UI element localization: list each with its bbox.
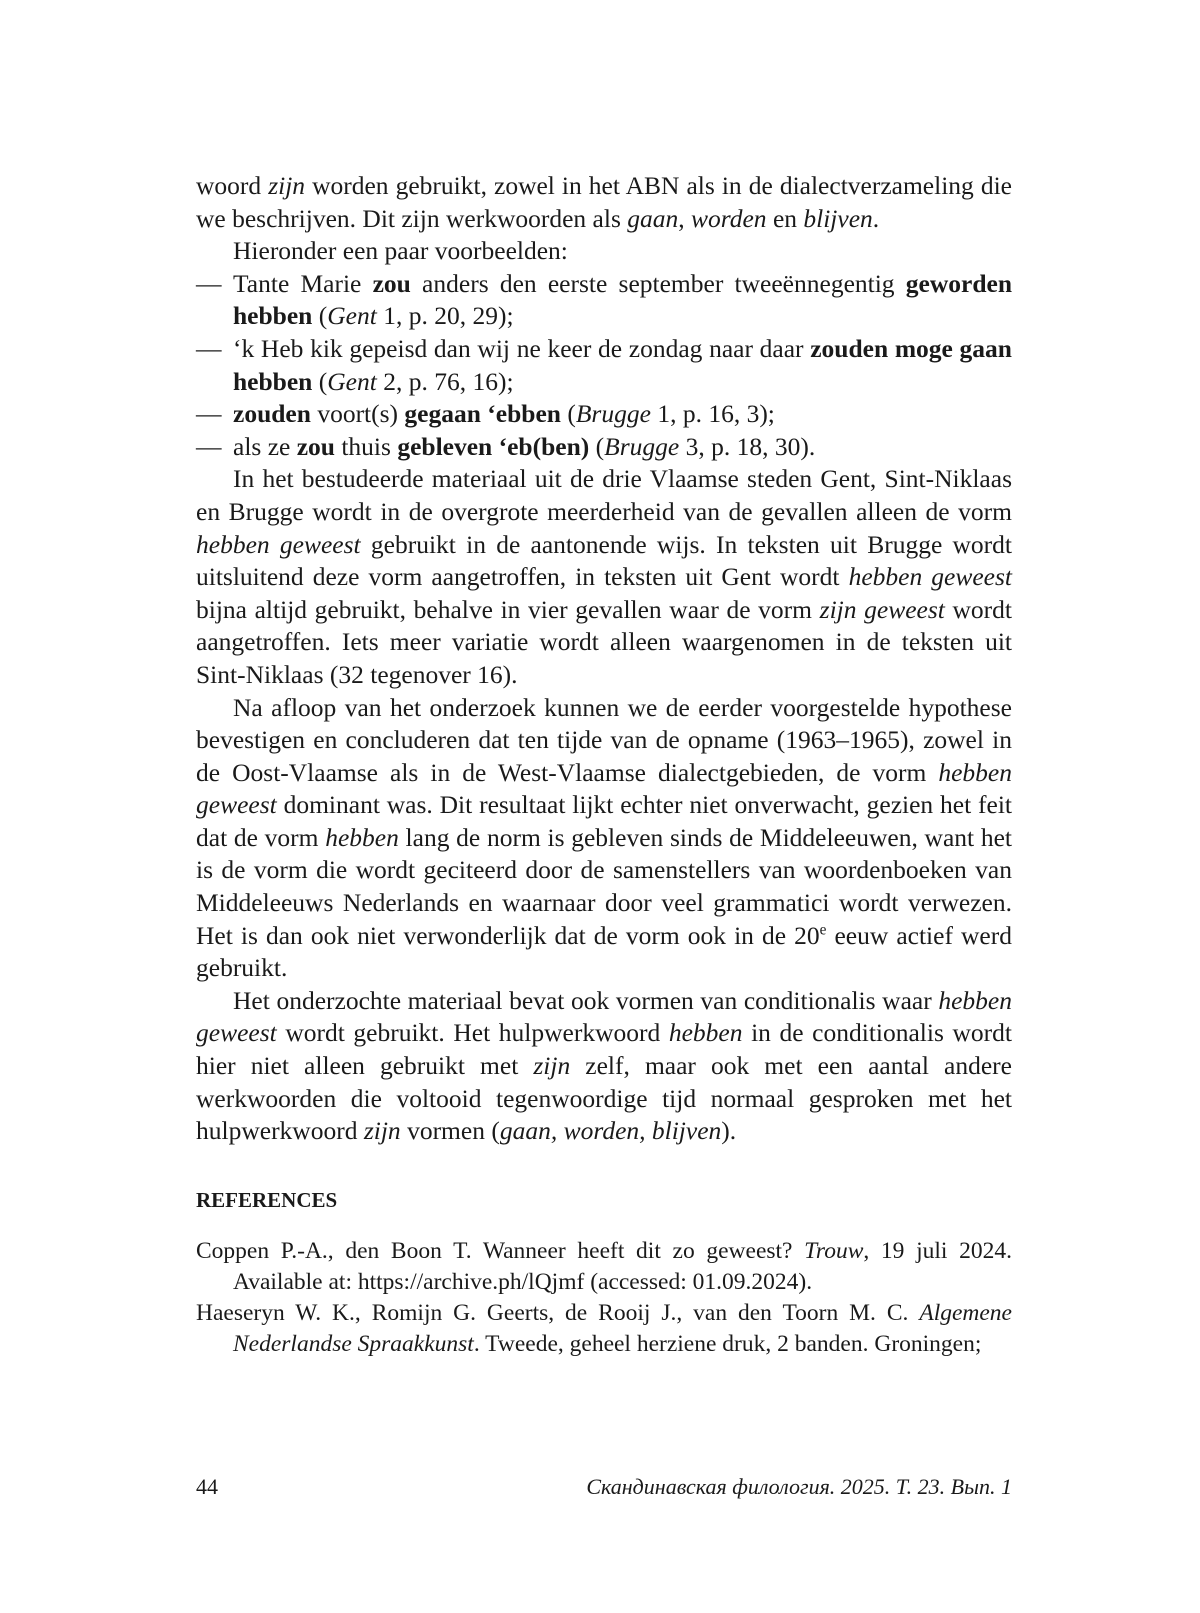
text-run: Haeseryn W. K., Romijn G. Geerts, de Rooij J., van den Toorn M. C.: [196, 1299, 920, 1326]
body-text: [196, 170, 1012, 1148]
example-item: [196, 431, 1012, 464]
bold-text: gegaan ‘ebben: [404, 399, 561, 429]
text-run: ,: [678, 203, 691, 233]
page-footer: [196, 1474, 1012, 1500]
bold-text: zouden: [233, 399, 311, 429]
text-run: bijna altijd gebruikt, behalve in vier gevallen waar de vorm: [196, 594, 820, 624]
paragraph: [196, 235, 1012, 268]
text-run: wordt gebruikt. Het hulpwerkwoord: [276, 1018, 669, 1048]
text-run: Tante Marie: [233, 268, 373, 298]
text-run: In het bestudeerde materiaal uit de drie Vlaamse steden Gent, Sint-Niklaas en Brugge wordt in de overgrote meerderheid van de gevallen alleen de vorm: [196, 464, 1012, 526]
text-run: .: [872, 203, 880, 233]
italic-text: zijn: [533, 1051, 571, 1081]
journal-title: Скандинавская филология. 2025. Т. 23. Вып. 1: [586, 1474, 1012, 1499]
text-run: 2, p. 76, 16);: [376, 366, 514, 396]
text-run: . Tweede, geheel herziene druk, 2 banden. Groningen;: [473, 1330, 982, 1357]
text-run: lang de norm is gebleven sinds de Middeleeuwen, want het is de vorm die wordt geciteerd door de samenstellers van woordenboeken van Middeleeuws Nederlands en waarnaar door veel grammatici wordt verwezen. Het is dan ook niet verwonderlijk dat de vorm ook in de 20: [196, 822, 1012, 950]
text-run: woord: [196, 171, 269, 200]
text-run: (: [312, 301, 328, 331]
paragraph-continued: [196, 170, 1012, 235]
text-run: Na afloop van het onderzoek kunnen we de eerder voorgestelde hypothese bevestigen en concluderen dat ten tijde van de opname (1963–1965), zowel in de Oost-Vlaamse als in de West-Vlaamse dialectgebieden, de vorm: [196, 692, 1012, 787]
text-run: zelf, maar ook met een aantal andere werkwoorden die voltooid tegenwoordige tijd normaal gesproken met het hulpwerkwoord: [196, 1051, 1012, 1146]
text-run: vormen (: [400, 1116, 500, 1146]
italic-text: gaan: [627, 203, 679, 233]
references-list: [196, 1236, 1012, 1360]
em-dash-bullet: —: [196, 399, 222, 429]
italic-text: hebben: [668, 1018, 743, 1048]
italic-text: hebben: [325, 822, 399, 852]
italic-text: zijn: [363, 1116, 401, 1146]
text-run: wordt aangetroffen. Iets meer variatie wordt alleen waargenomen in de teksten uit Sint-Niklaas (32 tegenover 16).: [196, 594, 1012, 689]
paragraph: [196, 692, 1012, 985]
text-run: 1, p. 20, 29);: [376, 301, 514, 331]
italic-text: Algemene Nederlandse Spraakkunst: [233, 1299, 1012, 1357]
italic-text: Brugge: [575, 399, 651, 429]
example-item: [196, 398, 1012, 431]
reference-entry: [196, 1298, 1012, 1360]
text-run: Hieronder een paar voorbeelden:: [233, 236, 568, 266]
text-run: ).: [721, 1116, 737, 1146]
em-dash-bullet: —: [196, 333, 222, 363]
text-run: als ze: [233, 431, 297, 461]
italic-text: Gent: [327, 366, 377, 396]
text-run: en: [766, 203, 804, 233]
em-dash-bullet: —: [196, 431, 222, 461]
bold-text: zouden moge gaan hebben: [233, 333, 1012, 396]
italic-text: hebben geweest: [196, 757, 1012, 820]
superscript: e: [819, 921, 827, 939]
text-run: Het onderzochte materiaal bevat ook vormen van conditionalis waar: [233, 985, 939, 1015]
bold-text: geworden hebben: [233, 268, 1013, 331]
text-run: thuis: [334, 431, 398, 461]
italic-text: worden: [691, 203, 767, 233]
bold-text: zou: [296, 431, 335, 461]
paragraph: [196, 985, 1012, 1148]
page-number: 44: [196, 1474, 218, 1499]
text-run: 1, p. 16, 3);: [650, 399, 775, 429]
text-run: in de conditionalis wordt hier niet alleen gebruikt met: [196, 1018, 1012, 1081]
reference-entry: [196, 1236, 1012, 1298]
italic-text: Brugge: [604, 431, 680, 461]
references-heading: REFERENCES: [196, 1187, 338, 1212]
italic-text: Trouw: [804, 1237, 864, 1264]
text-run: anders den eerste september tweeënnegentig: [410, 268, 906, 298]
italic-text: hebben geweest: [848, 562, 1012, 592]
italic-text: hebben geweest: [196, 985, 1012, 1048]
text-run: worden gebruikt, zowel in het ABN als in de dialectverzameling die we beschrijven. Dit zijn werkwoorden als: [196, 171, 1012, 233]
text-run: Coppen P.-A., den Boon T. Wanneer heeft dit zo geweest?: [196, 1237, 805, 1264]
example-item: [196, 333, 1012, 398]
bold-text: zou: [372, 268, 411, 298]
italic-text: Gent: [327, 301, 377, 331]
italic-text: zijn geweest: [819, 594, 945, 624]
example-item: [196, 268, 1012, 333]
text-run: gebruikt in de aantonende wijs. In teksten uit Brugge wordt uitsluitend deze vorm aangetroffen, in teksten uit Gent wordt: [196, 529, 1013, 592]
text-run: dominant was. Dit resultaat lijkt echter niet onverwacht, gezien het feit dat de vorm: [196, 790, 1012, 852]
text-run: 3, p. 18, 30).: [679, 431, 816, 461]
bold-text: gebleven ‘eb(ben): [397, 431, 590, 461]
text-run: (: [589, 431, 605, 461]
paragraph: [196, 463, 1012, 691]
italic-text: gaan, worden, blijven: [499, 1116, 722, 1146]
page-content: [196, 170, 1012, 1360]
italic-text: hebben geweest: [196, 529, 361, 559]
text-run: voort(s): [310, 399, 405, 429]
text-run: eeuw actief werd gebruikt.: [196, 920, 1012, 983]
text-run: (: [312, 366, 328, 396]
italic-text: blijven: [803, 203, 873, 233]
text-run: ‘k Heb kik gepeisd dan wij ne keer de zondag naar daar: [233, 333, 811, 363]
text-run: (: [560, 399, 576, 429]
em-dash-bullet: —: [196, 268, 222, 298]
italic-text: zijn: [268, 171, 306, 200]
text-run: , 19 juli 2024. Available at: https://archive.ph/lQjmf (accessed: 01.09.2024).: [233, 1237, 1012, 1295]
